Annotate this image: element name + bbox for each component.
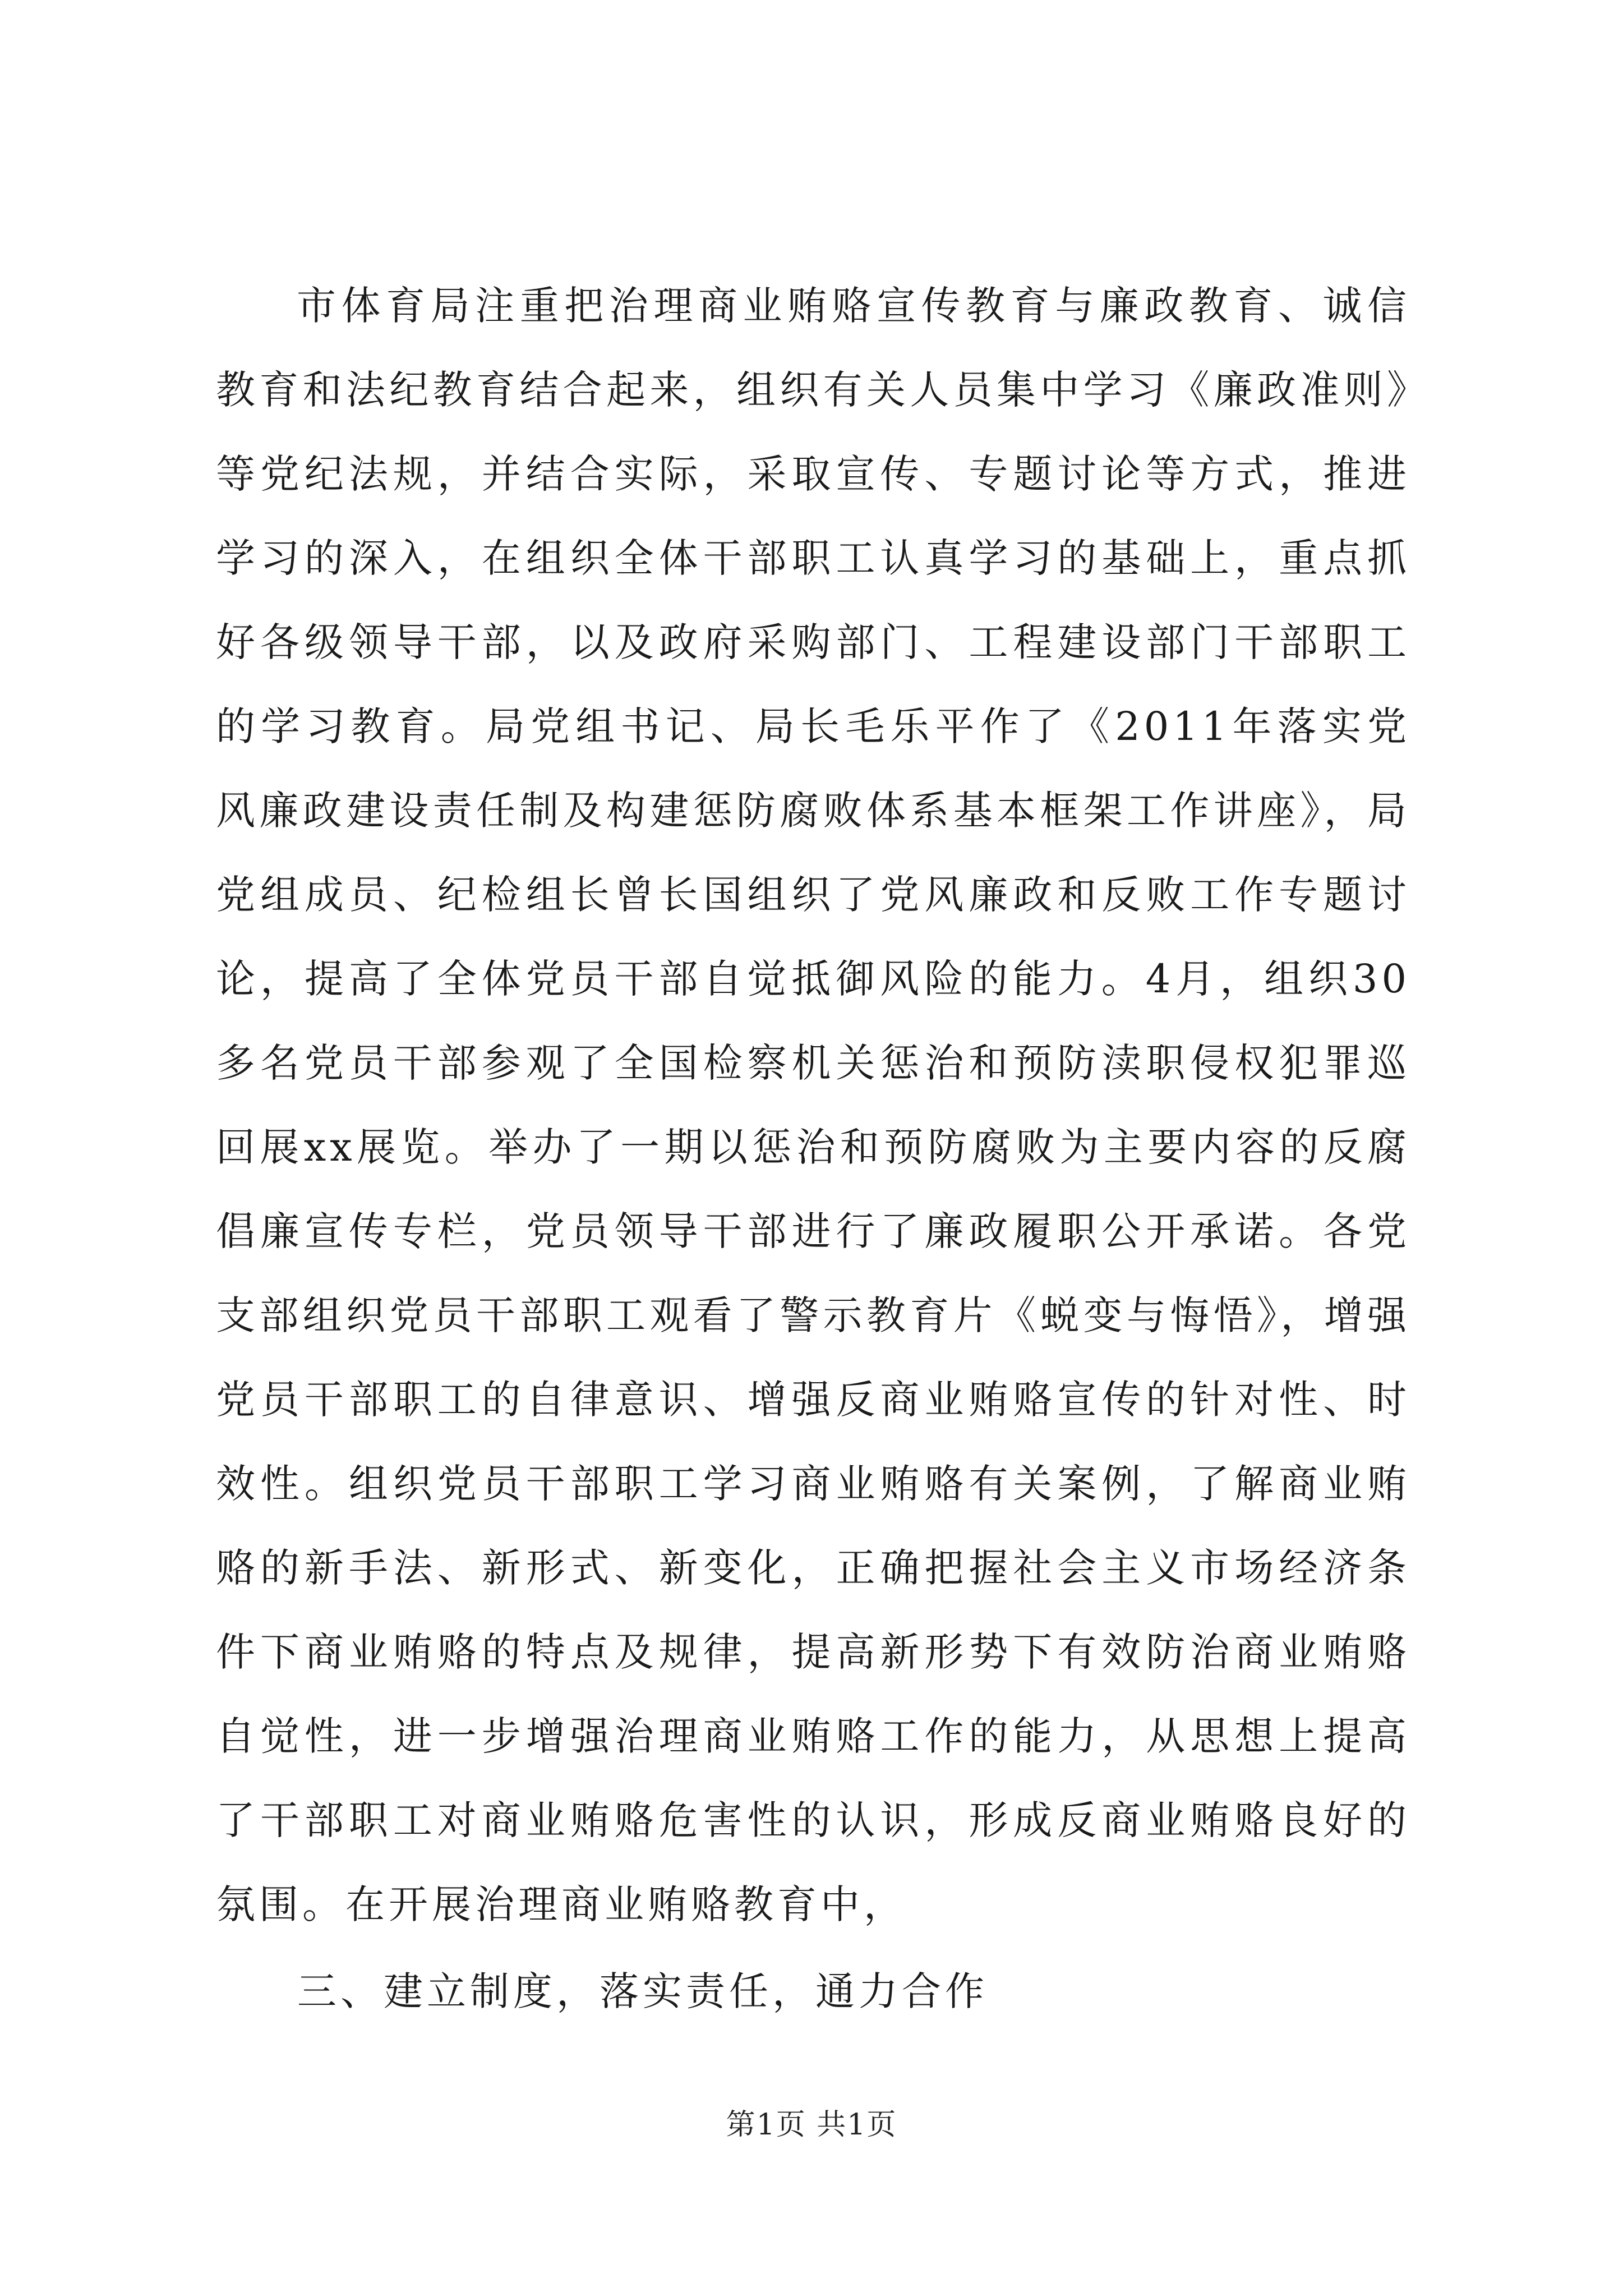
section-heading: 三、建立制度，落实责任，通力合作: [297, 1968, 988, 2014]
body-paragraph: 市体育局注重把治理商业贿赂宣传教育与廉政教育、诚信教育和法纪教育结合起来，组织有关人员集中学习《廉政准则》等党纪法规，并结合实际，采取宣传、专题讨论等方式，推进学习的深入，在组织全体干部职工认真学习的基础上，重点抓好各级领导干部，以及政府采购部门、工程建设部门干部职工的学习教育。局党组书记、局长毛乐平作了《2011年落实党风廉政建设责任制及构建惩防腐败体系基本框架工作讲座》，局党组成员、纪检组长曾长国组织了党风廉政和反败工作专题讨论，提高了全体党员干部自觉抵御风险的能力。4月，组织30多名党员干部参观了全国检察机关惩治和预防渎职侵权犯罪巡回展xx展览。举办了一期以惩治和预防腐败为主要内容的反腐倡廉宣传专栏，党员领导干部进行了廉政履职公开承诺。各党支部组织党员干部职工观看了警示教育片《蜕变与悔悟》，增强党员干部职工的自律意识、增强反商业贿赂宣传的针对性、时效性。组织党员干部职工学习商业贿赂有关案例，了解商业贿赂的新手法、新形式、新变化，正确把握社会主义市场经济条件下商业贿赂的特点及规律，提高新形势下有效防治商业贿赂自觉性，进一步增强治理商业贿赂工作的能力，从思想上提高了干部职工对商业贿赂危害性的认识，形成反商业贿赂良好的氛围。在开展治理商业贿赂教育中，: [216, 283, 1410, 1927]
page-footer: 第1页 共1页: [726, 2108, 897, 2142]
